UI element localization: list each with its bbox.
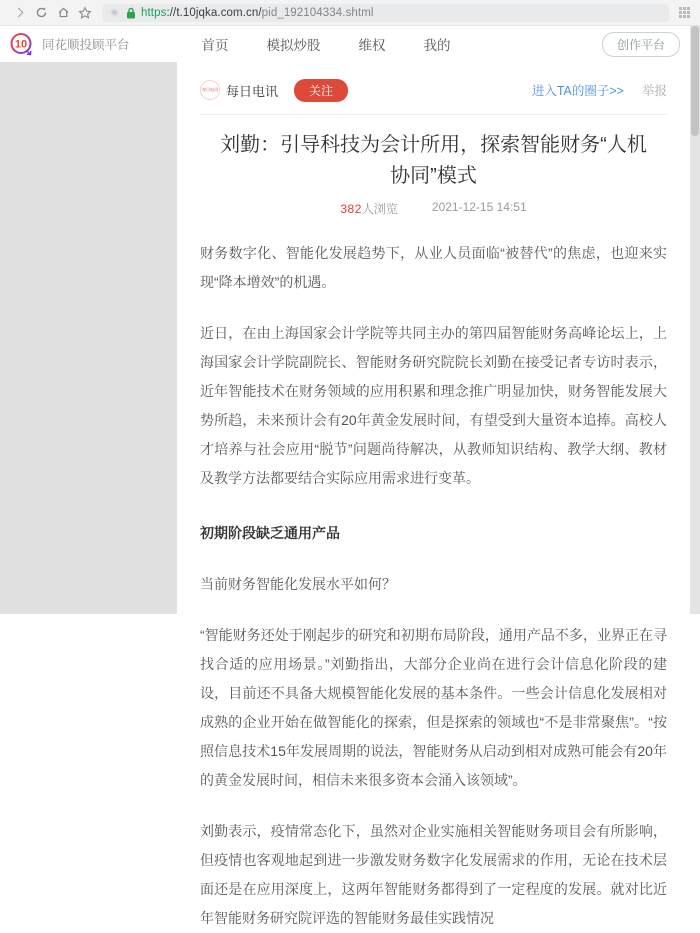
page-background [0,62,700,926]
article-body [200,239,667,933]
svg-text:10: 10 [14,38,28,50]
views-count: 382 [340,202,362,216]
paragraph: 财务数字化、智能化发展趋势下，从业人员面临“被替代”的焦虑，也迎来实现“降本增效”的机遇。 [200,245,667,290]
url-scheme: https [141,6,167,19]
paragraph: 刘勤表示，疫情常态化下，虽然对企业实施相关智能财务项目会有所影响，但疫情也客观地起到进一步激发财务数字化发展需求的作用，无论在技术层面还是在应用深度上，这两年智能财务都得到了一定程度的发展。就对比近年智能财务研究院评选的智能财务最佳实践情况 [200,823,667,926]
header-divider [200,114,667,115]
section-subheading: 初期阶段缺乏通用产品 [200,525,340,541]
report-link[interactable]: 举报 [641,84,667,98]
article-title: 刘勤：引导科技为会计所用，探索智能财务“人机协同”模式 [220,134,647,187]
url-host: ://t.10jqka.com.cn/ [166,6,262,19]
author-row [200,78,667,102]
top-nav [202,34,451,54]
url-text [141,7,374,19]
author-name[interactable]: 每日电讯 [226,83,279,99]
publish-time: 2021-12-15 14:51 [431,200,527,214]
bookmark-star-icon[interactable] [74,3,96,23]
nav-item-rights[interactable]: 维权 [358,38,386,53]
enter-circle-link[interactable]: 进入TA的圈子>> [531,84,624,98]
brand-name: 同花顺投顾平台 [42,38,130,52]
paragraph: “智能财务还处于刚起步的研究和初期布局阶段，通用产品不多，业界正在寻找合适的应用场景。”刘勤指出，大部分企业尚在进行会计信息化阶段的建设，目前还不具备大规模智能化发展的基本条件。一些会计信息化发展相对成熟的企业开始在做智能化的探索，但是探索的领域也“不是非常聚焦”。“按照信息技术15年发展周期的说法，智能财务从启动到相对成熟可能会有20年的黄金发展时间，相信未来很多资本会涌入该领域”。 [200,627,667,788]
tonghuashun-logo[interactable] [8,31,35,58]
home-icon[interactable] [52,3,74,23]
paragraph: 近日，在由上海国家会计学院等共同主办的第四届智能财务高峰论坛上，上海国家会计学院副院长、智能财务研究院院长刘勤在接受记者专访时表示，近年智能技术在财务领域的应用积累和理念推广明显加快，财务智能发展大势所趋，未来预计会有20年黄金发展时间，有望受到大量资本追捧。高校人才培养与社会应用“脱节”问题尚待解决，从教师知识结构、教学大纲、教材及教学方法都要结合实际应用需求进行变革。 [200,325,667,486]
follow-button[interactable]: 关注 [294,79,348,102]
author-avatar[interactable]: 每日电讯 [200,80,220,100]
logo-10-icon [8,31,35,58]
views-label: 人浏览 [361,202,398,216]
nav-item-home[interactable]: 首页 [201,38,229,53]
refresh-icon[interactable] [30,3,52,23]
url-path: pid_192104334.shtml [261,6,374,19]
creation-platform-button[interactable]: 创作平台 [602,32,680,57]
nav-item-mock-trading[interactable]: 模拟炒股 [266,38,321,53]
nav-item-mine[interactable]: 我的 [423,38,451,53]
paragraph: 当前财务智能化发展水平如何？ [200,576,396,592]
page-scrollbar-thumb[interactable] [691,26,699,136]
site-header [0,26,700,62]
views-counter [340,200,398,217]
address-bar[interactable] [102,4,669,22]
browser-toolbar [0,0,700,26]
page-scrollbar-track[interactable] [690,26,700,614]
article-meta [200,200,667,217]
apps-grid-icon[interactable] [679,7,690,18]
site-info-icon[interactable] [110,8,119,17]
forward-icon[interactable] [8,3,30,23]
article-card [177,62,690,926]
lock-icon [126,7,136,19]
